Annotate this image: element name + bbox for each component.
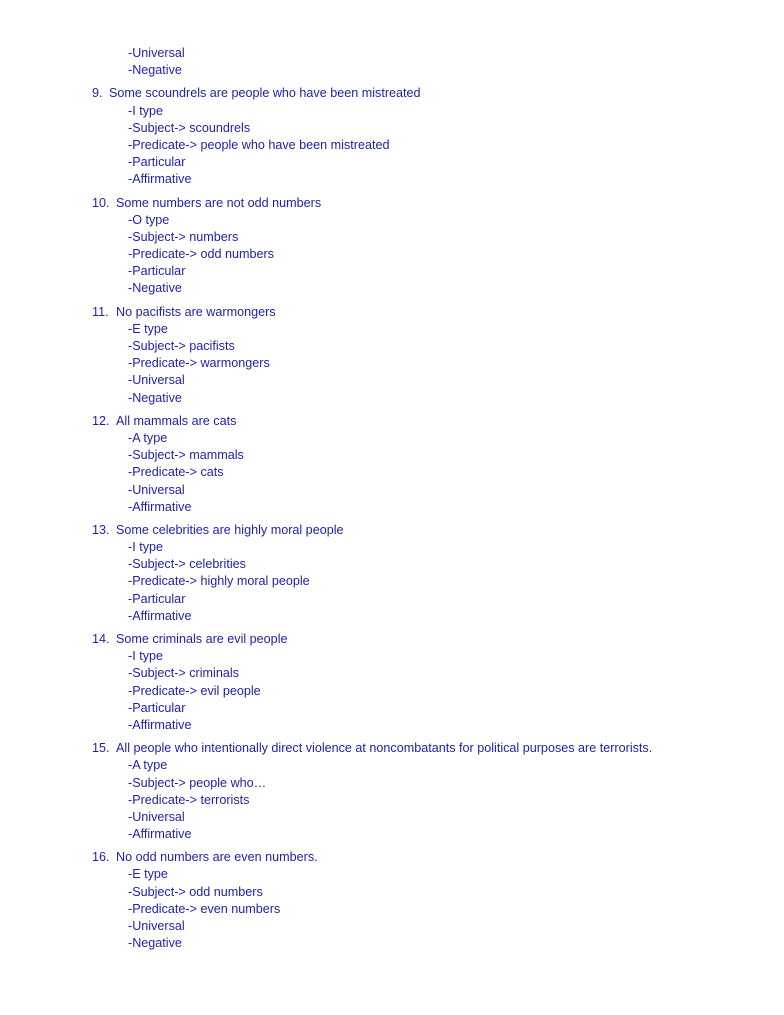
list-item xyxy=(0,849,784,952)
list-item xyxy=(0,740,784,843)
list-item xyxy=(0,522,784,625)
item-statement: All mammals are cats xyxy=(116,413,237,428)
detail-quantity: -Universal xyxy=(128,482,185,497)
item-number: 16. xyxy=(92,850,110,865)
detail-quantity: -Universal xyxy=(128,373,185,388)
item-statement: All people who intentionally direct violence at noncombatants for political purposes are terrorists. xyxy=(116,741,653,756)
item-details xyxy=(0,648,784,734)
detail-type: -A type xyxy=(128,758,168,773)
detail-type: -A type xyxy=(128,430,168,445)
item-number: 15. xyxy=(92,741,110,756)
detail-predicate: -Predicate-> even numbers xyxy=(128,901,281,916)
detail-predicate: -Predicate-> highly moral people xyxy=(128,574,310,589)
detail-quality: -Negative xyxy=(128,390,182,405)
item-heading xyxy=(0,522,784,539)
detail-quantity: -Particular xyxy=(128,264,186,279)
detail-subject: -Subject-> criminals xyxy=(128,666,239,681)
item-number: 9. xyxy=(92,86,103,101)
detail-quality: -Negative xyxy=(128,936,182,951)
detail-predicate: -Predicate-> evil people xyxy=(128,683,261,698)
item-statement: Some numbers are not odd numbers xyxy=(116,195,322,210)
item-heading xyxy=(0,195,784,212)
item-details xyxy=(0,757,784,843)
item-number: 14. xyxy=(92,632,110,646)
detail-subject: -Subject-> celebrities xyxy=(128,557,246,572)
document-body xyxy=(0,45,784,952)
continuation-block xyxy=(0,45,784,79)
detail-predicate: -Predicate-> terrorists xyxy=(128,792,250,807)
detail-quantity: -Particular xyxy=(128,155,186,170)
detail-quantity: -Particular xyxy=(128,700,186,715)
continuation-line: -Universal xyxy=(128,46,185,60)
item-heading xyxy=(0,413,784,430)
item-statement: Some criminals are evil people xyxy=(116,632,288,646)
detail-quality: -Affirmative xyxy=(128,172,192,187)
item-number: 11. xyxy=(92,304,109,319)
detail-quality: -Affirmative xyxy=(128,717,192,732)
item-heading xyxy=(0,85,784,102)
detail-quality: -Negative xyxy=(128,281,182,296)
item-heading xyxy=(0,740,784,757)
detail-predicate: -Predicate-> warmongers xyxy=(128,356,270,371)
detail-type: -I type xyxy=(128,540,163,555)
detail-type: -E type xyxy=(128,321,168,336)
detail-predicate: -Predicate-> odd numbers xyxy=(128,247,274,262)
detail-predicate: -Predicate-> people who have been mistreated xyxy=(128,137,390,152)
item-number: 13. xyxy=(92,522,110,537)
detail-subject: -Subject-> scoundrels xyxy=(128,120,251,135)
detail-quantity: -Universal xyxy=(128,919,185,933)
list-item xyxy=(0,413,784,516)
item-details xyxy=(0,321,784,407)
item-details xyxy=(0,430,784,516)
detail-predicate: -Predicate-> cats xyxy=(128,465,224,480)
item-statement: Some celebrities are highly moral people xyxy=(116,522,344,537)
detail-quality: -Affirmative xyxy=(128,827,192,842)
item-statement: Some scoundrels are people who have been mistreated xyxy=(109,86,421,101)
item-statement: No odd numbers are even numbers. xyxy=(116,850,318,865)
detail-type: -O type xyxy=(128,212,170,227)
item-heading xyxy=(0,304,784,321)
detail-subject: -Subject-> pacifists xyxy=(128,339,235,353)
continuation-line: -Negative xyxy=(128,63,182,78)
list-item xyxy=(0,195,784,298)
detail-quality: -Affirmative xyxy=(128,499,192,514)
list-item xyxy=(0,304,784,407)
item-details xyxy=(0,866,784,952)
item-details xyxy=(0,212,784,298)
item-number: 10. xyxy=(92,195,110,210)
detail-subject: -Subject-> odd numbers xyxy=(128,884,263,899)
detail-quantity: -Universal xyxy=(128,809,185,824)
detail-type: -E type xyxy=(128,867,168,882)
detail-type: -I type xyxy=(128,103,163,118)
item-heading xyxy=(0,849,784,866)
list-item xyxy=(0,631,784,734)
item-details xyxy=(0,539,784,625)
detail-subject: -Subject-> people who… xyxy=(128,775,267,790)
item-number: 12. xyxy=(92,413,110,428)
detail-subject: -Subject-> numbers xyxy=(128,229,239,244)
item-details xyxy=(0,103,784,189)
detail-subject: -Subject-> mammals xyxy=(128,448,244,463)
item-statement: No pacifists are warmongers xyxy=(116,304,276,319)
detail-type: -I type xyxy=(128,649,163,664)
detail-quantity: -Particular xyxy=(128,591,186,606)
item-heading xyxy=(0,631,784,648)
detail-quality: -Affirmative xyxy=(128,608,192,623)
list-item xyxy=(0,85,784,188)
